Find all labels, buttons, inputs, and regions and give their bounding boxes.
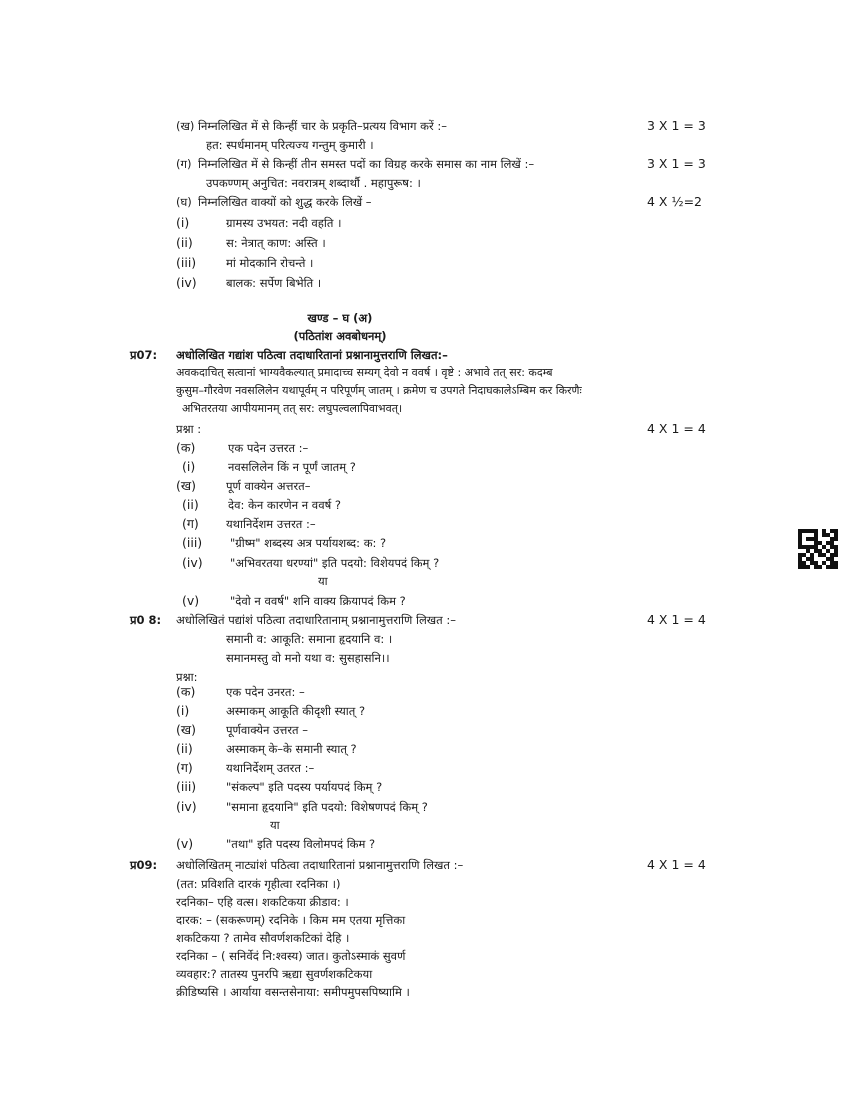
q6-kha-label: (ख) [176,119,195,133]
q9-dialogue-line: रदनिका– एहि वत्स। शकटिकया क्रीडाव: । [176,895,349,909]
q8-line-text: अस्माकम् के–के समानी स्यात् ? [226,742,357,756]
q9-number: प्र09: [130,858,158,872]
q8-line-num: (iii) [176,779,197,794]
q9-heading: अधोलिखितम् नाट्यांशं पठित्वा तदाधारितानां प्रश्नानामुत्तराणि लिखत :– [176,858,464,872]
q8-line-num: (ग) [176,760,193,775]
q9-marks: 4 X 1 = 4 [647,857,706,872]
qr-code [798,529,838,569]
q7-number: प्र07: [130,348,158,362]
q8-verse-line: समानमस्तु वो मनो यथा व: सुसहासनि।। [226,651,390,665]
q6-gha-text: निम्नलिखित वाक्यों को शुद्ध करके लिखें – [198,195,372,209]
q7-line-text: एक पदेन उत्तरत :– [228,441,309,455]
q8-line-text: एक पदेन उनरत: – [226,685,305,699]
q7-or-text: या [318,574,328,588]
q8-line-text: "तथा" इति पदस्य विलोमपदं किम ? [226,837,376,851]
q6-item-num: (iii) [176,255,197,270]
q6-gha-marks: 4 X ½=2 [647,194,703,209]
q6-item-num: (ii) [176,235,193,250]
q6-kha-words: हत: स्पर्धमानम् परित्यज्य गन्तुम् कुमारी । [206,138,374,152]
q7-passage-line: अवकदाचित् सत्वानां भाग्यवैकल्यात् प्रमादाच्च सम्यग् देवो न ववर्ष । वृष्टे : अभावे तत् सर: कदम्ब [176,366,553,379]
q7-prashna-label: प्रश्ना : [176,422,202,436]
q8-line-text: यथानिर्देशम् उतरत :– [226,761,315,775]
q9-dialogue-line: (तत: प्रविशति दारकं गृहीत्वा रदनिका ।) [176,877,341,891]
q9-dialogue-line: दारक: – (सकरूणम्) रदनिके । किम मम एतया मृत्तिका [176,913,406,927]
q8-line-num: (iv) [176,799,197,814]
q8-line-text: पूर्णवाक्येन उत्तरत – [226,723,308,737]
q7-line-num: (ग) [182,516,199,531]
q8-number: प्र0 8: [130,613,162,627]
q7-marks: 4 X 1 = 4 [647,421,706,436]
qr-module [834,565,838,569]
q7-line-text: पूर्ण वाक्येन अत्तरत– [226,479,311,493]
q8-prashna-label: प्रश्ना: [176,670,198,684]
q7-line-num: (i) [182,459,196,474]
q6-item-text: बालक: सर्पेण बिभेति । [226,276,322,290]
section-title: खण्ड – घ (अ) [307,311,373,325]
q8-line-text: अस्माकम् आकूति कीदृशी स्यात् ? [226,704,366,718]
q7-line-num: (ii) [182,497,199,512]
q6-item-text: ग्रामस्य उभयत: नदी वहति । [226,216,342,230]
q8-marks: 4 X 1 = 4 [647,612,706,627]
section-subtitle: (पठितांश अवबोधनम्) [293,329,387,343]
q7-line-num: (ख) [176,478,196,493]
q8-line-num: (ख) [176,722,196,737]
q7-line-num: (v) [182,593,200,608]
q7-line-text: नवसलिलेन किं न पूर्णं जातम् ? [228,460,356,474]
q8-heading: अधोलिखितं पद्यांशं पठित्वा तदाधारितानाम् प्रश्नानामुत्तराणि लिखत :– [176,613,456,627]
q8-line-text: "समाना हृदयानि" इति पदयो: विशेषणपदं किम् ? [226,800,428,814]
q7-line-text: "अभिवरतया धरण्यां" इति पदयो: विशेयपदं किम् ? [230,556,440,570]
q6-kha-marks: 3 X 1 = 3 [647,118,706,133]
q6-item-num: (iv) [176,275,197,290]
q7-passage-line: अभितरतया आपीयमानम् तत् सर: लघुपल्वलापिवाभवत्। [182,402,403,415]
q7-line-num: (iv) [182,555,203,570]
q7-line-text: "ग्रीष्म" शब्दस्य अत्र पर्यायशब्द: क: ? [230,536,387,550]
q6-ga-words: उपकण्णम् अनुचित: नवरात्रम् शब्दार्थौ . महापुरूष: । [206,176,421,190]
q9-dialogue-line: क्रीडिष्यसि । आर्याया वसन्तसेनाया: समीपमुपसपिष्यामि । [176,985,410,999]
q9-dialogue-line: शकटिकया ? तामेव सौवर्णशकटिकां देहि । [176,931,350,945]
q7-line-num: (क) [176,440,196,455]
q7-line-num: (iii) [182,535,203,550]
q8-line-num: (v) [176,836,194,851]
q8-line-num: (i) [176,703,190,718]
q8-or-text: या [270,818,280,832]
q6-ga-text: निम्नलिखित में से किन्हीं तीन समस्त पदों का विग्रह करके समास का नाम लिखें :– [198,157,535,171]
q6-ga-label: (ग) [176,157,192,171]
q8-verse-line: समानी व: आकूति: समाना हृदयानि व: । [226,632,393,646]
q6-kha-text: निम्नलिखित में से किन्हीं चार के प्रकृति–प्रत्यय विभाग करें :– [198,119,447,133]
q7-line-text: देव: केन कारणेन न ववर्ष ? [228,498,341,512]
q7-passage-line: कुसुम–गौरवेण नवसलिलेन यथापूर्वम् न परिपूर्णम् जातम् । क्रमेण च उपगते निदाघकालेऽम्बिम कर किरणैः [176,384,582,397]
q6-ga-marks: 3 X 1 = 3 [647,156,706,171]
q7-line-text: "देवो न ववर्ष" शनि वाक्य क्रियापदं किम ? [230,594,406,608]
q6-item-num: (i) [176,215,190,230]
q7-heading: अधोलिखित गद्यांश पठित्वा तदाधारितानां प्रश्नानामुत्तराणि लिखत:– [176,348,448,362]
q8-line-num: (ii) [176,741,193,756]
q6-item-text: स: नेत्रात् काण: अस्ति । [226,236,326,250]
q7-line-text: यथानिर्देशम उत्तरत :– [226,517,316,531]
q8-line-num: (क) [176,684,196,699]
q9-dialogue-line: रदनिका – ( सनिर्वेदं नि:श्वस्य) जात। कुतोऽस्माकं सुवर्ण [176,949,406,963]
q8-line-text: "संकल्प" इति पदस्य पर्यायपदं किम् ? [226,780,383,794]
q9-dialogue-line: व्यवहार:? तातस्य पुनरपि ऋद्या सुवर्णशकटिकया [176,967,373,981]
q6-item-text: मां मोदकानि रोचन्ते । [226,256,314,270]
q6-gha-label: (घ) [176,195,192,209]
